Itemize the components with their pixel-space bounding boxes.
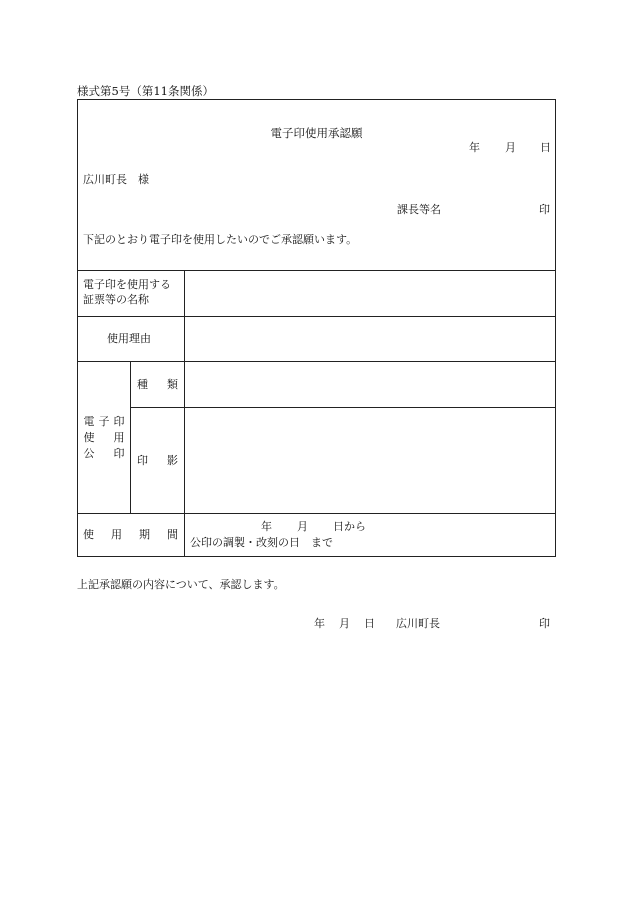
seal-impression-field[interactable]: [188, 413, 550, 507]
document-name-label: 電子印を使用する: [83, 278, 171, 291]
document-name-field[interactable]: [188, 276, 550, 310]
approver-name: 広川町長: [396, 617, 440, 630]
type-field[interactable]: [188, 367, 550, 401]
applicant-seal-mark: 印: [539, 203, 550, 216]
type-label: 種 類: [137, 378, 178, 391]
period-from-day: 日から: [333, 520, 366, 533]
reason-label: 使用理由: [107, 332, 151, 345]
application-date-day: 日: [540, 141, 551, 154]
application-date-month: 月: [505, 141, 516, 154]
approval-statement: 上記承認願の内容について、承認します。: [77, 578, 285, 591]
period-from-year: 年: [261, 520, 272, 533]
table-top-line: [78, 270, 556, 271]
form-code: 様式第5号（第11条関係）: [77, 84, 214, 98]
row-divider: [78, 316, 556, 317]
row-divider: [78, 513, 556, 514]
application-statement: 下記のとおり電子印を使用したいのでご承認願います。: [83, 233, 358, 246]
row-divider: [78, 361, 556, 362]
period-label: 使 用 期 間: [83, 528, 178, 541]
impression-label: 印 影: [137, 454, 178, 467]
column-divider: [184, 270, 185, 557]
electronic-seal-group-label: 印 用 印: [113, 415, 125, 460]
electronic-seal-group-label: 電 使 公: [83, 415, 95, 460]
row-divider: [130, 407, 556, 408]
approver-seal-mark: 印: [539, 617, 550, 630]
period-from-month: 月: [297, 520, 308, 533]
reason-field[interactable]: [188, 322, 550, 356]
applicant-label: 課長等名: [397, 203, 441, 216]
electronic-seal-group-label: 子: [98, 415, 110, 428]
addressee: 広川町長 様: [83, 173, 149, 186]
application-date-year: 年: [469, 141, 480, 154]
column-divider: [130, 361, 131, 513]
approval-date-year: 年: [314, 617, 325, 630]
approval-date-month: 月: [339, 617, 350, 630]
form-title: 電子印使用承認願: [270, 126, 363, 140]
period-to: 公印の調製・改刻の日 まで: [190, 536, 333, 549]
approval-date-day: 日: [364, 617, 375, 630]
document-name-label: 証票等の名称: [83, 293, 149, 306]
application-form: [77, 99, 556, 557]
